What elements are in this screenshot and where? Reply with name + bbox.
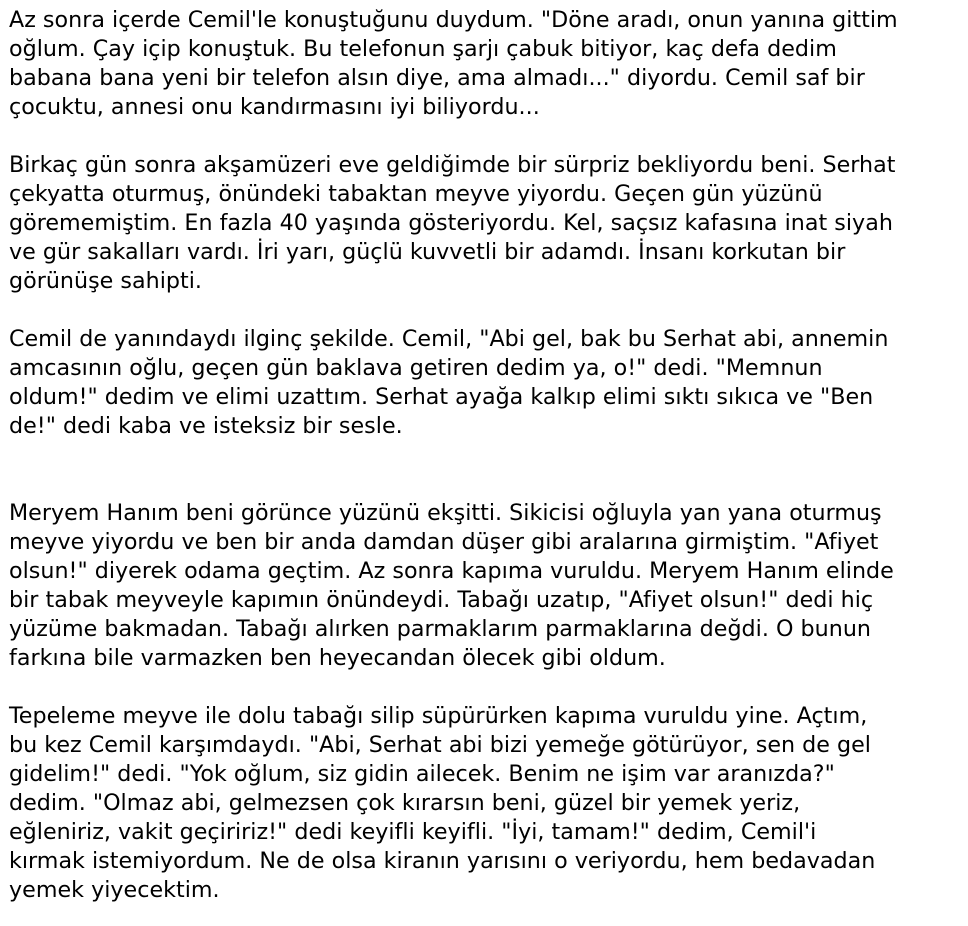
paragraph-spacer xyxy=(9,122,958,151)
paragraph-4: Meryem Hanım beni görünce yüzünü ekşitti. Sikicisi oğluyla yan yana oturmuş meyve yiyordu ve ben bir anda damdan düşer gibi aralarına girmiştim. "Afiyet olsun!" diyerek odama geçtim. Az sonra kapıma vuruldu. Meryem Hanım elinde bir tabak meyveyle kapımın önündeydi. Tabağı uzatıp, "Afiyet olsun!" dedi hiç yüzüme bakmadan. Tabağı alırken parmaklarım parmaklarına değdi. O bunun farkına bile varmazken ben heyecandan ölecek gibi oldum. xyxy=(9,500,894,671)
paragraph-1: Az sonra içerde Cemil'le konuştuğunu duydum. "Döne aradı, onun yanına gittim oğlum. Çay içip konuştuk. Bu telefonun şarjı çabuk bitiyor, kaç defa dedim babana bana yeni bir telefon alsın diye, ama almadı..." diyordu. Cemil saf bir çocuktu, annesi onu kandırmasını iyi biliyordu... xyxy=(9,7,898,120)
paragraph-spacer-double xyxy=(9,441,958,499)
paragraph-5: Tepeleme meyve ile dolu tabağı silip süpürürken kapıma vuruldu yine. Açtım, bu kez Cemil karşımdaydı. "Abi, Serhat abi bizi yemeğe götürüyor, sen de gel gidelim!" dedi. "Yok oğlum, siz gidin ailecek. Benim ne işim var aranızda?" dedim. "Olmaz abi, gelmezsen çok kırarsın beni, güzel bir yemek yeriz, eğleniriz, vakit geçiririz!" dedi keyifli keyifli. "İyi, tamam!" dedim, Cemil'i kırmak istemiyordum. Ne de olsa kiranın yarısını o veriyordu, hem bedavadan yemek yiyecektim. xyxy=(9,703,876,903)
paragraph-3: Cemil de yanındaydı ilginç şekilde. Cemil, "Abi gel, bak bu Serhat abi, annemin amcasının oğlu, geçen gün baklava getiren dedim ya, o!" dedi. "Memnun oldum!" dedim ve elimi uzattım. Serhat ayağa kalkıp elimi sıktı sıkıca ve "Ben de!" dedi kaba ve isteksiz bir sesle. xyxy=(9,326,889,439)
paragraph-2: Birkaç gün sonra akşamüzeri eve geldiğimde bir sürpriz bekliyordu beni. Serhat çekyatta oturmuş, önündeki tabaktan meyve yiyordu. Geçen gün yüzünü görememiştim. En fazla 40 yaşında gösteriyordu. Kel, saçsız kafasına inat siyah ve gür sakalları vardı. İri yarı, güçlü kuvvetli bir adamdı. İnsanı korkutan bir görünüşe sahipti. xyxy=(9,152,896,294)
paragraph-spacer xyxy=(9,296,958,325)
paragraph-spacer xyxy=(9,673,958,702)
